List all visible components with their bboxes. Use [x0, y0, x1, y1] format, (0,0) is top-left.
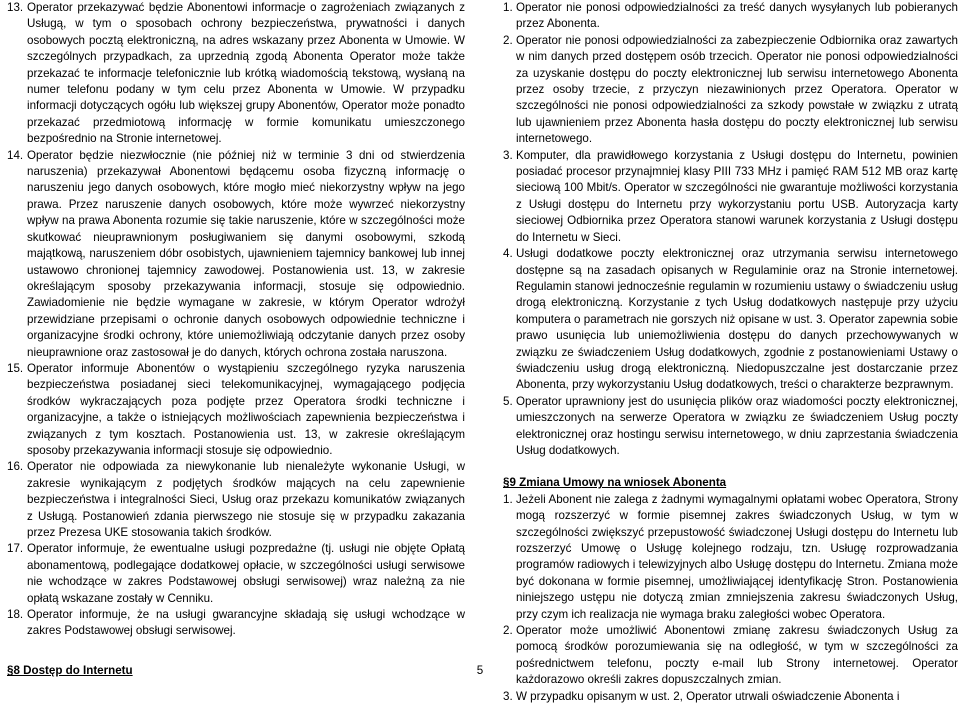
item-number: 15. — [7, 361, 24, 375]
item-text: Operator nie odpowiada za niewykonanie lub nienależyte wykonanie Usługi, w zakresie wynikającym z podjętych środków mających na celu zapewnienie bezpieczeństwa i integralności Sieci, Usług oraz przekazu komunikatów związanych z Usługą. Postanowień zdania pierwszego nie stosuje się w przypadku zakazania przez Prezesa UKE stosowania takich środków. — [27, 460, 465, 539]
item-text: Jeżeli Abonent nie zalega z żadnymi wymagalnymi opłatami wobec Operatora, Strony mogą rozszerzyć w formie pisemnej zakres świadczonych Usług, w tym w szczególności zwiększyć przepustowość świadczonej Usługi dostępu do Internetu lub rozszerzyć Umowę o Usługę kolejnego rodzaju, tzn. Usługę rozprowadzania programów radiowych i telewizyjnych albo Usługę dostępu do Internetu. Zmiana może być dokonana w formie pisemnej, umożliwiającej identyfikację Stron. Postanowienia niniejszego ustępu nie dotyczą zmian zmniejszenia zakresu świadczonych Usług, przy czym ich realizacja nie wymaga braku zaległości wobec Operatora. — [516, 492, 958, 621]
item-number: 13. — [7, 1, 24, 14]
item-number: 3. — [503, 689, 513, 703]
item-text: Operator uprawniony jest do usunięcia plików oraz wiadomości poczty elektronicznej, umieszczonych na serwerze Operatora w związku ze świadczeniem Usług poczty elektronicznej oraz hostingu serwisu internetowego, w dniu zaprzestania świadczenia Usług dodatkowych. — [516, 394, 958, 457]
list-item-4 — [503, 246, 958, 394]
list-item-16 — [7, 459, 465, 541]
item-number: 4. — [503, 247, 513, 261]
list-item-5 — [503, 394, 958, 460]
item-number: 3. — [503, 148, 513, 162]
item-number: 5. — [503, 394, 513, 408]
right-items-list-a — [503, 0, 958, 459]
item-number: 2. — [503, 33, 513, 47]
item-text: Komputer, dla prawidłowego korzystania z Usługi dostępu do Internetu, powinien posiadać procesor przynajmniej klasy PIII 733 MHz i pamięć RAM 512 MB oraz kartę sieciową 100 Mbit/s. Operator w szczególności nie gwarantuje możliwości korzystania z Usługi dostępu do Internetu przy wykorzystaniu portu USB. Autoryzacja karty sieciowej Odbiornika przez Operatora stanowi warunek korzystania z Usługi dostępu do Internetu w Sieci. — [516, 148, 958, 244]
right-column — [503, 0, 958, 705]
item-number: 18. — [7, 608, 24, 622]
item-text: Operator nie ponosi odpowiedzialności za treść danych wysyłanych lub pobieranych przez Abonenta. — [516, 1, 958, 31]
item-text: W przypadku opisanym w ust. 2, Operator utrwali oświadczenie Abonenta i — [516, 689, 900, 703]
item-number: 1. — [503, 492, 513, 506]
item-text: Operator może umożliwić Abonentowi zmianę zakresu świadczonych Usług za pomocą środków porozumiewania się na odległość, w tym w szczególności za pośrednictwem telefonu, poczty e-mail lub Strony internetowej. Operator każdorazowo określi zakres dopuszczalnych zmian. — [516, 624, 958, 687]
list-item-3 — [503, 689, 958, 705]
item-text: Operator informuje Abonentów o wystąpieniu szczególnego ryzyka naruszenia bezpieczeństwa posiadanej sieci telekomunikacyjnej, wymagającego podjęcia środków wykraczających poza podjęte przez Operatora środki techniczne i organizacyjne, a także o istniejących możliwościach zapewnienia bezpieczeństwa i związanych z tym kosztach. Postanowienia ust. 13, w zakresie określającym sposoby przekazywania informacji stosuje się odpowiednio. — [27, 361, 465, 457]
list-item-3 — [503, 148, 958, 246]
list-item-14 — [7, 148, 465, 361]
list-item-13 — [7, 0, 465, 148]
left-items-list — [7, 0, 465, 640]
item-number: 14. — [7, 148, 24, 162]
list-item-18 — [7, 607, 465, 640]
section-heading-8: §8 Dostęp do Internetu — [7, 663, 133, 677]
item-number: 2. — [503, 624, 513, 638]
section-heading-9: §9 Zmiana Umowy na wniosek Abonenta — [503, 476, 727, 490]
item-number: 1. — [503, 1, 513, 14]
left-column — [7, 0, 465, 679]
list-item-15 — [7, 361, 465, 459]
list-item-2 — [503, 33, 958, 148]
item-number: 17. — [7, 542, 24, 556]
list-item-17 — [7, 541, 465, 607]
page-number: 5 — [476, 664, 484, 677]
item-text: Operator będzie niezwłocznie (nie później niż w terminie 3 dni od stwierdzenia naruszenia) przekazywał Abonentowi będącemu osoba fizyczną informację o naruszeniu jego danych osobowych, które mogło mieć niekorzystny wpływ na jego prawa. Przez naruszenie danych osobowych, które może wywrzeć niekorzystny wpływ na prawa Abonenta rozumie się takie naruszenie, które w szczególności może skutkować nieuprawnionym posługiwaniem się danymi osobowymi, szkodą majątkową, naruszeniem dóbr osobistych, ujawnieniem tajemnicy bankowej lub innej ustawowo chronionej tajemnicy zawodowej. Postanowienia ust. 13, w zakresie określającym sposoby przekazywania informacji, stosuje się odpowiednio. Zawiadomienie nie będzie wymagane w zakresie, w którym Operator wdrożył przewidziane przepisami o ochronie danych osobowych odpowiednie techniczne i organizacyjne środki ochrony, które uniemożliwiają odczytanie danych przez osoby nieuprawnione oraz zastosował je do danych, których ochrona została naruszona. — [27, 148, 465, 359]
item-text: Operator informuje, że ewentualne usługi pozpredażne (tj. usługi nie objęte Opłatą abonamentową, podlegające dodatkowej opłacie, w szczególności usługi serwisowe nie wchodzące w zakres Podstawowej obsługi serwisowej) wraz należną za nie opłatą wskazane zostały w Cenniku. — [27, 542, 465, 605]
item-number: 16. — [7, 460, 24, 474]
item-text: Operator nie ponosi odpowiedzialności za zabezpieczenie Odbiornika oraz zawartych w nim danych przed dostępem osób trzecich. Operator nie ponosi odpowiedzialności za uzyskanie dostępu do poczty elektronicznej lub serwisu internetowego Abonenta przez osoby trzecie, z przyczyn niezawinionych przez Operatora. Operator w szczególności nie ponosi odpowiedzialności za szkody powstałe w związku z utratą lub ujawnieniem przez Abonenta hasła dostępu do poczty elektronicznej lub serwisu internetowego. — [516, 33, 958, 146]
item-text: Operator przekazywać będzie Abonentowi informacje o zagrożeniach związanych z Usługą, w tym o sposobach ochrony bezpieczeństwa, prywatności i danych osobowych pocztą elektroniczną, na adres wskazany przez Abonenta w Umowie. W szczególnych przypadkach, za uprzednią zgodą Abonenta Operator może także przekazać te informacje telefonicznie lub krótką wiadomością tekstową, wysłaną na numer telefonu podany w tym celu przez Abonenta w Umowie. W przypadku informacji dotyczących ogółu lub większej grupy Abonentów, Operator może ponadto przekazać przedmiotową informację w formie komunikatu umieszczonego bezpośrednio na Stronie internetowej. — [27, 1, 465, 146]
list-item-1 — [503, 492, 958, 623]
item-text: Operator informuje, że na usługi gwarancyjne składają się usługi wchodzące w zakres Podstawowej obsługi serwisowej. — [27, 608, 465, 638]
item-text: Usługi dodatkowe poczty elektronicznej oraz utrzymania serwisu internetowego dostępne są na zasadach opisanych w Regulaminie oraz na Stronie internetowej. Regulamin stanowi jednocześnie regulamin w rozumieniu ustawy o świadczeniu usług drogą elektroniczną. Korzystanie z tych Usług dodatkowych następuje przy użyciu komputera o parametrach nie gorszych niż opisane w ust. 3. Operator zapewnia sobie prawo usunięcia lub uniemożliwienia dostępu do danych przechowywanych w związku ze świadczeniem Usług dodatkowych, zgodnie z postanowieniami Ustawy o świadczeniu usług drogą elektroniczną. Niedopuszczalne jest dostarczanie przez Abonenta, przy wykorzystaniu Usług dodatkowych, treści o charakterze bezprawnym. — [516, 247, 958, 392]
list-item-1 — [503, 0, 958, 33]
